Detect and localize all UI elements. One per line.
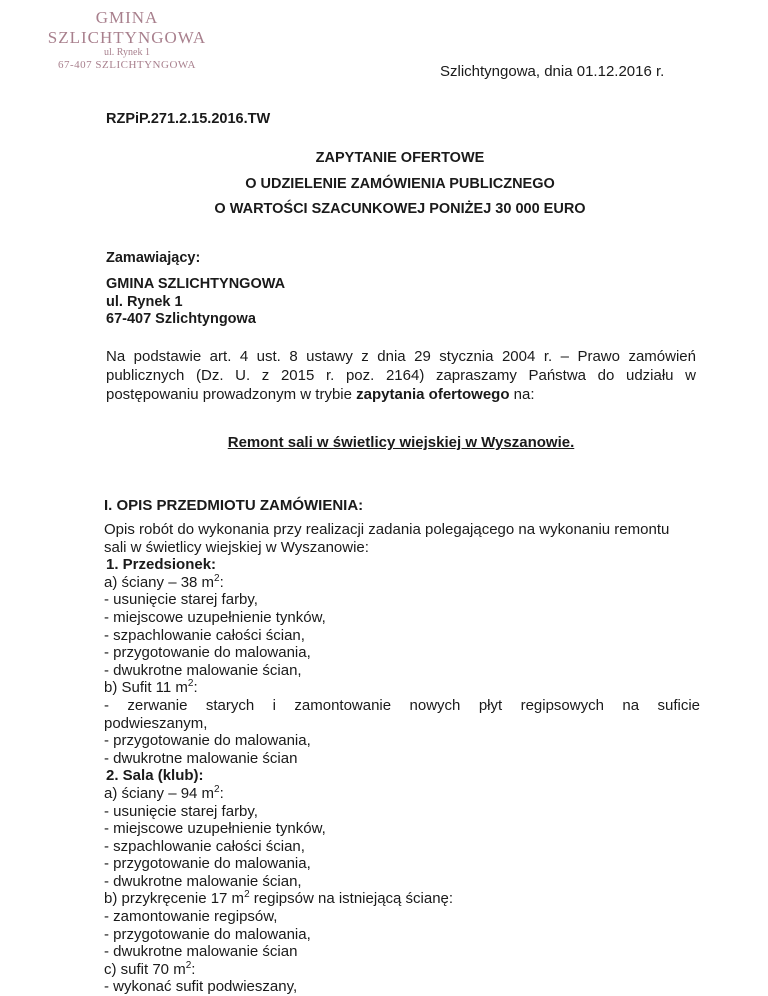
part2-heading: 2. Sala (klub): xyxy=(106,767,204,785)
intro-line-3-end: na: xyxy=(509,386,535,403)
list-item: - dwukrotne malowanie ścian, xyxy=(104,661,302,679)
superscript: 2 xyxy=(187,678,194,690)
part2-c-text: c) sufit 70 m xyxy=(104,960,186,978)
list-item: - przygotowanie do malowania, xyxy=(104,925,311,943)
scope-of-work xyxy=(104,521,700,996)
contracting-party-street: ul. Rynek 1 xyxy=(106,294,183,310)
list-item: - zamontowanie regipsów, xyxy=(104,908,278,926)
document-date: Szlichtyngowa, dnia 01.12.2016 r. xyxy=(440,63,665,80)
list-item: - przygotowanie do malowania, xyxy=(104,644,311,662)
colon: : xyxy=(191,960,196,978)
title-line-3: O WARTOŚCI SZACUNKOWEJ PONIŻEJ 30 000 EURO xyxy=(214,201,586,217)
contracting-party-city: 67-407 Szlichtyngowa xyxy=(106,311,256,327)
superscript: 2 xyxy=(214,572,220,584)
part2-a-text: a) ściany – 94 m xyxy=(104,784,215,802)
part1-a-label xyxy=(104,574,700,592)
stamp-line-3: ul. Rynek 1 xyxy=(104,47,150,58)
section-heading: I. OPIS PRZEDMIOTU ZAMÓWIENIA: xyxy=(104,497,364,514)
intro-line-3 xyxy=(106,385,696,404)
intro-line-1: Na podstawie art. 4 ust. 8 ustawy z dnia 29 stycznia 2004 r. – Prawo zamówień xyxy=(106,348,696,365)
list-item: - dwukrotne malowanie ścian xyxy=(104,943,298,961)
list-item: - szpachlowanie całości ścian, xyxy=(104,837,305,855)
list-item: - przygotowanie do malowania, xyxy=(104,732,311,750)
title-line-2: O UDZIELENIE ZAMÓWIENIA PUBLICZNEGO xyxy=(245,176,555,192)
list-item: - dwukrotne malowanie ścian, xyxy=(104,872,302,890)
intro-emphasis: zapytania ofertowego xyxy=(356,386,510,403)
order-subject: Remont sali w świetlicy wiejskiej w Wyszanowie. xyxy=(227,434,575,451)
part1-b-label xyxy=(104,679,700,697)
superscript: 2 xyxy=(214,783,220,795)
list-item: - wykonać sufit podwieszany, xyxy=(104,978,298,996)
stamp-line-2: SZLICHTYNGOWA xyxy=(47,28,207,47)
list-item-continuation: podwieszanym, xyxy=(104,714,208,732)
list-item: - szpachlowanie całości ścian, xyxy=(104,626,305,644)
part2-a-label xyxy=(104,785,700,803)
part1-heading: 1. Przedsionek: xyxy=(106,556,217,574)
contracting-party-label: Zamawiający: xyxy=(106,250,201,266)
part2-c-label xyxy=(104,961,700,979)
superscript: 2 xyxy=(185,959,192,971)
title-line-1: ZAPYTANIE OFERTOWE xyxy=(315,150,485,166)
list-item: - miejscowe uzupełnienie tynków, xyxy=(104,608,326,626)
desc-line-1: Opis robót do wykonania przy realizacji zadania polegającego na wykonaniu remontu xyxy=(104,521,670,538)
list-item: - miejscowe uzupełnienie tynków, xyxy=(104,820,326,838)
stamp-line-4: 67-407 SZLICHTYNGOWA xyxy=(57,59,196,71)
list-item: - usunięcie starej farby, xyxy=(104,591,258,609)
intro-line-3-text: postępowaniu prowadzonym w trybie xyxy=(106,386,357,403)
colon: : xyxy=(193,679,198,697)
contracting-party-name: GMINA SZLICHTYNGOWA xyxy=(106,276,286,292)
reference-number: RZPiP.271.2.15.2016.TW xyxy=(106,111,271,127)
part1-b-text: b) Sufit 11 m xyxy=(104,679,188,697)
part1-a-text: a) ściany – 38 m xyxy=(104,573,215,591)
list-item: - dwukrotne malowanie ścian xyxy=(104,749,298,767)
intro-line-2: publicznych (Dz. U. z 2015 r. poz. 2164) zapraszamy Państwa do udziału w xyxy=(106,367,696,384)
list-item: - usunięcie starej farby, xyxy=(104,802,258,820)
colon: : xyxy=(219,784,224,802)
list-item: - przygotowanie do malowania, xyxy=(104,855,311,873)
municipal-stamp xyxy=(22,8,232,72)
part2-b-label xyxy=(104,890,700,908)
desc-line-2: sali w świetlicy wiejskiej w Wyszanowie: xyxy=(104,538,369,556)
superscript: 2 xyxy=(244,889,250,901)
colon: : xyxy=(219,573,224,591)
stamp-line-1: GMINA xyxy=(95,8,159,27)
part2-b-text-end: regipsów na istniejącą ścianę: xyxy=(249,890,454,908)
list-item: - zerwanie starych i zamontowanie nowych płyt regipsowych na suficie xyxy=(104,696,700,714)
intro-paragraph xyxy=(106,347,696,404)
part2-b-text: b) przykręcenie 17 m xyxy=(104,890,245,908)
